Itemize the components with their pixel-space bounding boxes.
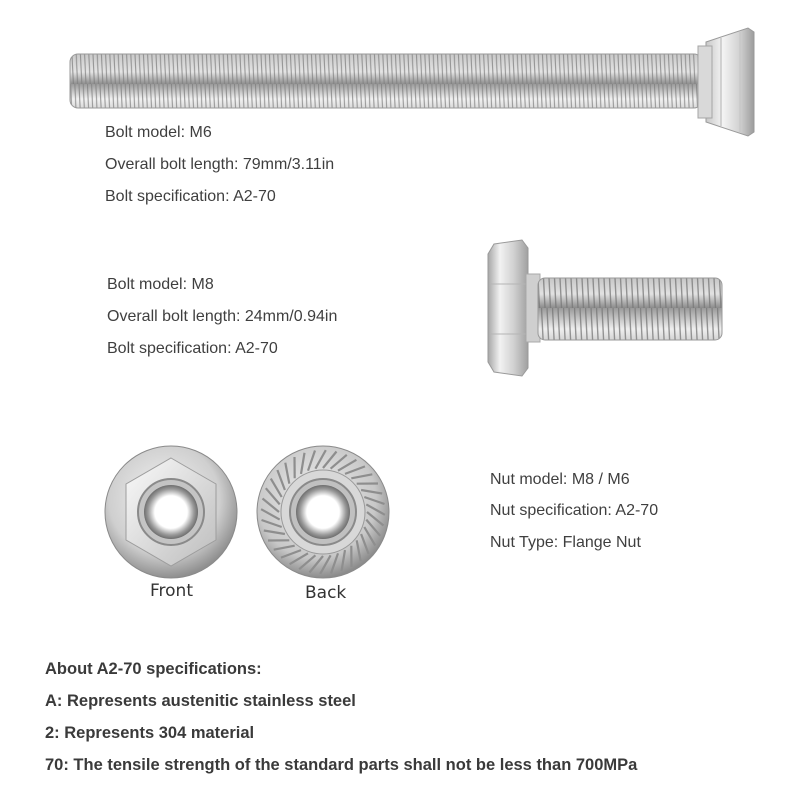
about-line-2: 2: Represents 304 material (45, 724, 255, 742)
bolt-m6-spec: Bolt specification: A2-70 (105, 188, 276, 205)
nut-model: Nut model: M8 / M6 (490, 471, 630, 488)
bolt-m6-length: Overall bolt length: 79mm/3.11in (105, 156, 335, 173)
nut-back-label: Back (305, 583, 347, 603)
bolt-m6-model: Bolt model: M6 (105, 124, 212, 141)
bolt-m8-spec: Bolt specification: A2-70 (107, 340, 278, 357)
nut-type: Nut Type: Flange Nut (490, 534, 641, 551)
flange-nut-back-image (254, 444, 392, 580)
about-line-70: 70: The tensile strength of the standard parts shall not be less than 700MPa (45, 756, 638, 774)
flange-nut-front-image (102, 444, 240, 580)
bolt-m8-image (486, 238, 726, 378)
about-heading: About A2-70 specifications: (45, 660, 262, 678)
about-line-a: A: Represents austenitic stainless steel (45, 692, 356, 710)
bolt-m8-length: Overall bolt length: 24mm/0.94in (107, 308, 338, 325)
bolt-m8-model: Bolt model: M8 (107, 276, 214, 293)
nut-front-label: Front (150, 581, 193, 601)
nut-spec: Nut specification: A2-70 (490, 502, 659, 519)
